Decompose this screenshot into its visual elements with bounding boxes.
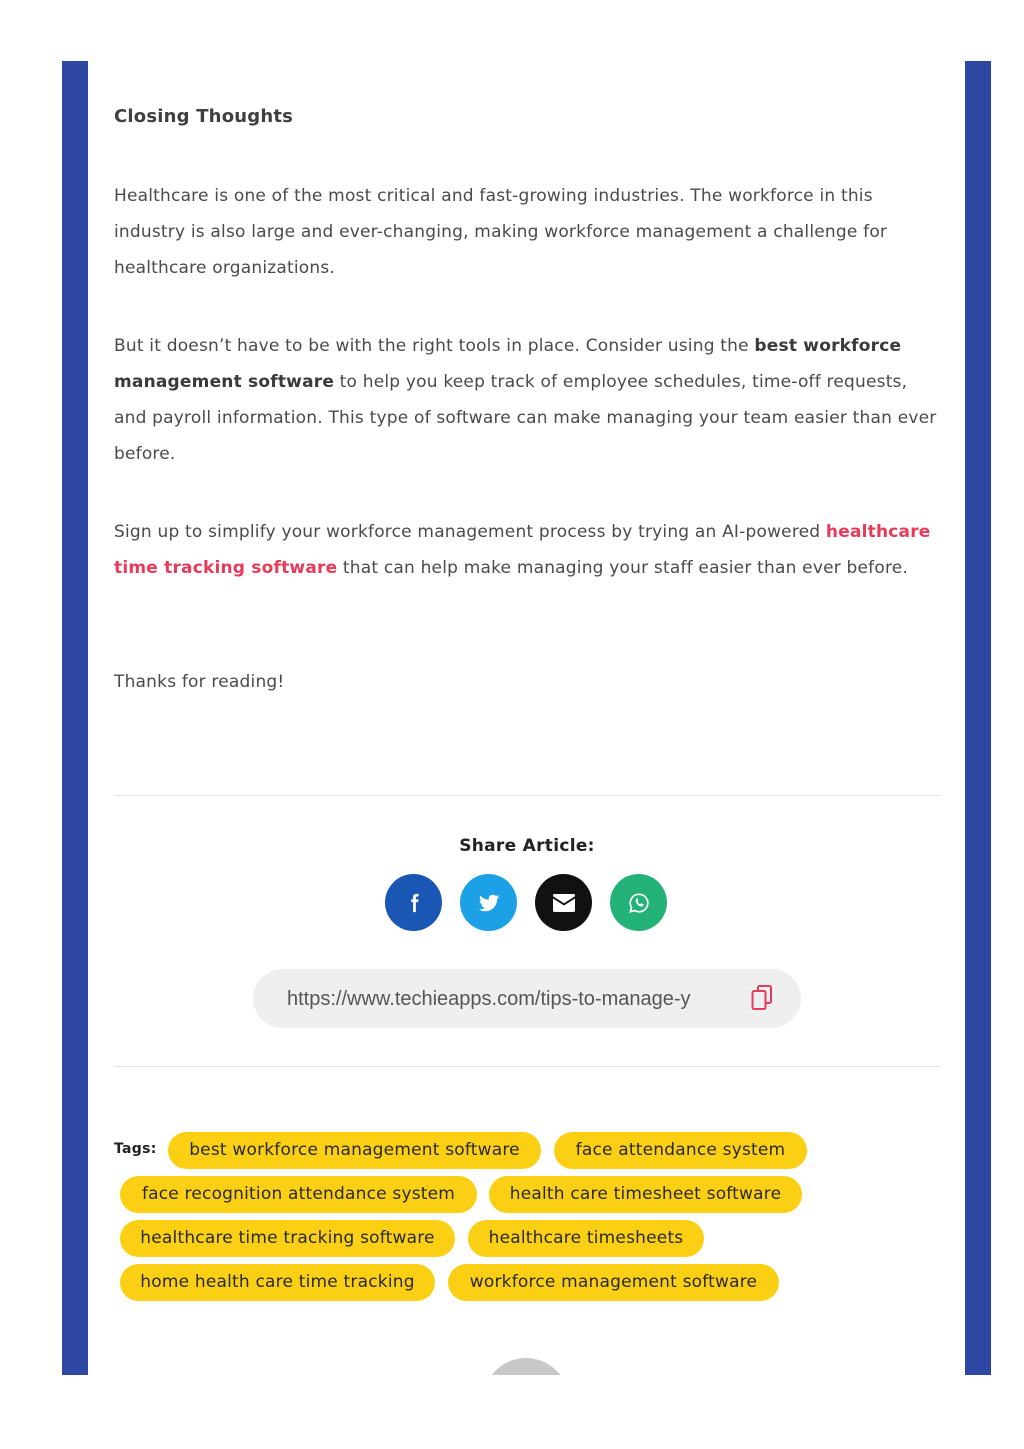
copy-icon (751, 984, 775, 1012)
facebook-icon (403, 892, 425, 914)
share-url-field[interactable] (287, 985, 723, 1013)
tag-item[interactable]: healthcare time tracking software (120, 1220, 455, 1257)
copy-url-button[interactable] (751, 984, 775, 1012)
paragraph-text: that can help make managing your staff easier than ever before. (337, 558, 909, 578)
author-avatar (483, 1358, 569, 1375)
left-accent-bar (62, 61, 88, 1375)
closing-thoughts-heading: Closing Thoughts (114, 106, 294, 127)
bold-keyword: best workforce management software (114, 336, 902, 392)
email-share-button[interactable] (535, 874, 592, 931)
tag-item[interactable]: healthcare timesheets (468, 1220, 704, 1257)
share-url-box (253, 969, 801, 1028)
paragraph-text: Sign up to simplify your workforce management process by trying an AI-powered (114, 522, 826, 542)
tag-item[interactable]: face attendance system (554, 1132, 807, 1169)
share-label: Share Article: (459, 836, 595, 856)
envelope-icon (552, 893, 576, 913)
divider (114, 795, 940, 796)
paragraph-recommendation (114, 328, 942, 472)
healthcare-time-tracking-link[interactable]: healthcare time tracking software (114, 522, 931, 578)
paragraph-text: to help you keep track of employee schedules, time-off requests, and payroll information. This type of software can make managing your team easier than ever before. (114, 372, 937, 464)
tag-item[interactable]: workforce management software (448, 1264, 779, 1301)
whatsapp-share-button[interactable] (610, 874, 667, 931)
whatsapp-icon (628, 892, 650, 914)
tag-item[interactable]: home health care time tracking (120, 1264, 435, 1301)
facebook-share-button[interactable] (385, 874, 442, 931)
tag-item[interactable]: face recognition attendance system (120, 1176, 477, 1213)
paragraph-text: But it doesn’t have to be with the right tools in place. Consider using the (114, 336, 755, 356)
tag-item[interactable]: health care timesheet software (489, 1176, 802, 1213)
share-buttons (385, 874, 669, 931)
paragraph-thanks: Thanks for reading! (114, 672, 285, 692)
tag-item[interactable]: best workforce management software (168, 1132, 541, 1169)
paragraph-intro: Healthcare is one of the most critical and fast-growing industries. The workforce in this industry is also large and ever-changing, making workforce management a challenge for healthcare organizations. (114, 186, 888, 278)
right-accent-bar (965, 61, 991, 1375)
tags-label: Tags: (114, 1141, 157, 1157)
twitter-icon (478, 892, 500, 914)
twitter-share-button[interactable] (460, 874, 517, 931)
paragraph-signup (114, 514, 942, 586)
article-content (114, 102, 942, 1375)
divider (114, 1066, 940, 1067)
